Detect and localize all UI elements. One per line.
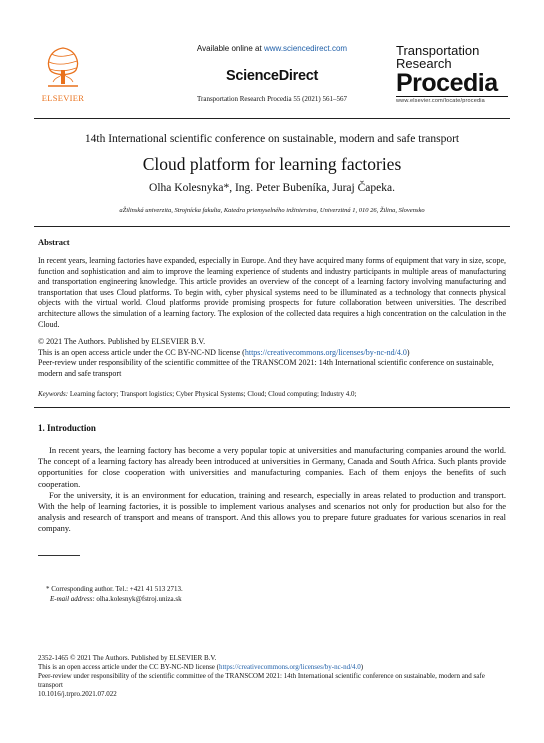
bottom-open-access-line bbox=[38, 663, 508, 672]
footnote-divider bbox=[38, 555, 80, 556]
abstract-text: In recent years, learning factories have expanded, especially in Europe. And they have acquired many forms of equipment that vary in size, scope, function and sophistication and aim to improve the learning experience of students and industry participants in multiple areas of manufacturing and transportation engineering knowledge. This article provides an overview of the concept of a learning factory involving manufacturing and transportation that uses Cloud platforms. To begin with, cyber physical systems need to be illuminated as a technology that connects physical objects with the virtual world. Cloud platforms provide promising prospects for future collaboration between universities. The described architecture allows the simulation of a learning factory. The explosion of the collected data requires a high concentration on the calculation in the Cloud. bbox=[38, 256, 506, 329]
intro-paragraph-1: In recent years, the learning factory has become a very popular topic at universities and manufacturing companies around the world. The concept of a learning factory has already been introduced at universities in Germany, Canada and South Africa. Such plants provide opportunities for close cooperation with universities and manufacturing companies. Each of them enjoys the benefits of such cooperation. bbox=[38, 445, 506, 489]
intro-paragraph-2: For the university, it is an environment for education, training and research, especially in areas related to production and transport. With the help of learning factories, it is possible to implement various analyses and scenarios not only for production but also for the analysis and research of transport and means of transport. And this allows you to prepare future graduates for various scenarios in real company. bbox=[38, 489, 506, 534]
sciencedirect-brand: ScienceDirect bbox=[225, 68, 318, 84]
keywords-line bbox=[38, 390, 508, 398]
header-divider bbox=[34, 118, 510, 119]
abstract-heading: Abstract bbox=[38, 237, 70, 247]
license-link[interactable]: https://creativecommons.org/licenses/by-nc-nd/4.0 bbox=[244, 347, 407, 357]
sciencedirect-link[interactable]: www.sciencedirect.com bbox=[263, 44, 348, 53]
corresponding-author: * Corresponding author. Tel.: +421 41 513 2713. bbox=[46, 585, 183, 593]
open-access-prefix: This is an open access article under the CC BY-NC-ND license ( bbox=[38, 347, 245, 357]
conference-name: 14th International scientific conference on sustainable, modern and safe transport bbox=[84, 133, 460, 145]
peer-review-line: Peer-review under responsibility of the scientific committee of the TRANSCOM 2021: 14th International scientific conference on sustainable, modern and safe transport bbox=[38, 358, 494, 378]
footnote bbox=[46, 584, 183, 604]
open-access-line bbox=[38, 348, 508, 359]
journal-logo-line3: Procedia bbox=[396, 69, 498, 97]
open-access-suffix: ) bbox=[406, 347, 410, 357]
email-label: E-mail address: bbox=[50, 595, 95, 603]
keywords-divider bbox=[34, 407, 510, 408]
bottom-license-link[interactable]: https://creativecommons.org/licenses/by-nc-nd/4.0 bbox=[218, 663, 361, 671]
license-block bbox=[38, 337, 508, 379]
bottom-peer-review-line: Peer-review under responsibility of the scientific committee of the TRANSCOM 2021: 14th International scientific conference on sustainable, modern and safe transport bbox=[38, 672, 485, 689]
journal-logo-line2: Research bbox=[396, 56, 452, 71]
email-address[interactable]: olha.kolesnyk@fstroj.uniza.sk bbox=[94, 595, 182, 603]
copyright-line: © 2021 The Authors. Published by ELSEVIER B.V. bbox=[38, 337, 206, 346]
journal-logo-tagline: www.elsevier.com/locate/procedia bbox=[396, 96, 508, 104]
journal-logo-line1: Transportation bbox=[396, 43, 480, 58]
authors: Olha Kolesnyka*, Ing. Peter Bubeníka, Juraj Čapeka. bbox=[149, 182, 395, 194]
affiliation: aŽilinská univerzita, Strojnícka fakulta, Katedra priemyselného inžinierstva, Univerzitná 1, 010 26, Žilina, Slovensko bbox=[119, 207, 425, 214]
email-line bbox=[46, 594, 183, 604]
paper-title: Cloud platform for learning factories bbox=[142, 154, 402, 174]
bottom-open-access-prefix: This is an open access article under the CC BY-NC-ND license ( bbox=[38, 663, 219, 671]
issn-line: 2352-1465 © 2021 The Authors. Published by ELSEVIER B.V. bbox=[38, 654, 217, 662]
abstract-top-divider bbox=[34, 226, 510, 227]
journal-logo bbox=[396, 44, 508, 108]
keywords-text: Learning factory; Transport logistics; Cyber Physical Systems; Cloud; Cloud computing; Industry 4.0; bbox=[68, 390, 357, 398]
doi-line[interactable]: 10.1016/j.trpro.2021.07.022 bbox=[38, 690, 117, 698]
availability-prefix: Available online at bbox=[196, 44, 264, 53]
keywords-label: Keywords: bbox=[38, 390, 69, 398]
journal-reference: Transportation Research Procedia 55 (2021) 561–567 bbox=[196, 95, 348, 103]
elsevier-wordmark: ELSEVIER bbox=[41, 93, 85, 103]
bottom-matter bbox=[38, 654, 508, 699]
section-heading-introduction: 1. Introduction bbox=[38, 423, 96, 433]
bottom-open-access-suffix: ) bbox=[360, 663, 364, 671]
introduction-body bbox=[38, 445, 506, 535]
